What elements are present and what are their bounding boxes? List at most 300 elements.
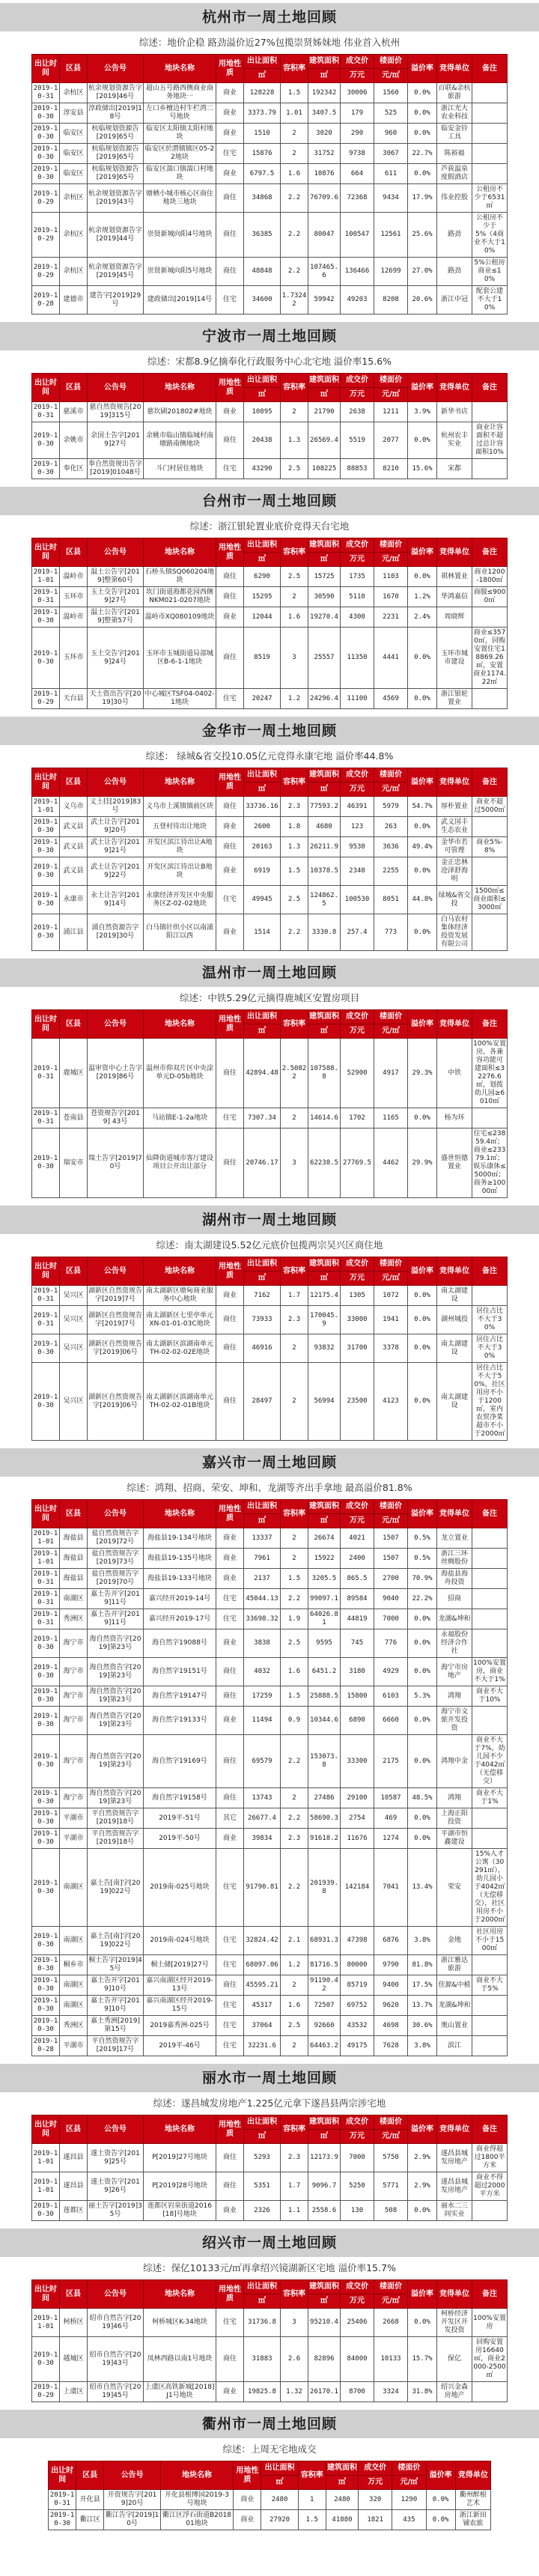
header-winner: 竞得单位 — [437, 374, 472, 402]
table-cell: 3 — [281, 1128, 308, 1198]
table-body — [32, 1286, 508, 1441]
table-cell: 2754 — [341, 1808, 374, 1829]
table-cell — [472, 1609, 508, 1629]
table-cell: 2019-10-30 — [32, 857, 60, 886]
header-district: 区县 — [60, 2280, 88, 2309]
table-cell: 绍市自然告字[2019]45号 — [88, 2382, 144, 2402]
table-cell: 商业计容面积不超过总计容面积10% — [472, 422, 508, 459]
table-cell: 124862.5 — [308, 886, 341, 914]
table-cell: 2.5 — [281, 459, 308, 479]
table-cell: 2.2 — [281, 184, 308, 213]
header-far: 容积率 — [281, 538, 308, 567]
table-header-row — [32, 768, 508, 783]
table-cell: 上虞区 — [60, 2382, 88, 2402]
header-district: 区县 — [76, 2461, 104, 2490]
table-cell: 义土挂[2019]83号 — [88, 797, 144, 817]
table-cell: 2340 — [341, 857, 374, 886]
table-cell: 商住 — [216, 422, 244, 459]
table-cell: 1.3 — [281, 837, 308, 857]
table-cell: 莲都区岩泉街道2016[18]号地块 — [144, 2201, 216, 2221]
table-cell: P[2019]27号地块 — [144, 2144, 216, 2172]
table-cell: 公租房不少于5%（4商业不大于10% — [472, 213, 508, 258]
section-summary: 综述：南太湖建设5.52亿元底价包揽两宗吴兴区商住地 — [156, 1239, 383, 1251]
table-cell: 0.0% — [408, 1735, 437, 1788]
table-cell: 2019-10-30 — [32, 1128, 60, 1198]
table-cell: 0.0% — [408, 1829, 437, 1849]
header-area: 出让面积 — [244, 374, 281, 388]
table-cell: 2.9% — [408, 2144, 437, 2172]
table-cell: 海自然字19133号 — [144, 1707, 216, 1735]
table-cell: 海宁市 — [60, 1658, 88, 1686]
table-cell: 1510 — [244, 124, 281, 144]
table-cell: 新华书店 — [437, 402, 472, 422]
land-table — [31, 768, 508, 951]
table-cell: 10344.6 — [308, 1707, 341, 1735]
table-cell: 2 — [281, 402, 308, 422]
table-cell: 81716.5 — [308, 1955, 341, 1975]
table-cell: 商业 — [216, 1629, 244, 1658]
table-cell: 3067 — [374, 144, 408, 164]
header-area: 出让面积 — [244, 538, 281, 553]
table-cell: 嘉土告开字[2019]10号 — [88, 1996, 144, 2016]
table-cell: 3330.8 — [308, 914, 341, 951]
table-cell: 2019-10-30 — [32, 2337, 60, 2382]
table-row — [32, 1549, 508, 1569]
table-cell: 2400 — [341, 1549, 374, 1569]
table-cell: 盛世恒德置业 — [437, 1128, 472, 1198]
table-cell: 商住 — [216, 2337, 244, 2382]
table-cell: 15.7% — [408, 2337, 437, 2382]
table-cell: 2019-10-30 — [32, 1996, 60, 2016]
table-cell: 路劲 — [437, 213, 472, 258]
table-cell: 27769.5 — [341, 1128, 374, 1198]
table-row — [32, 402, 508, 422]
header-build-area: 建筑面积 — [308, 2115, 341, 2130]
table-cell: 2019-11-01 — [32, 567, 60, 587]
table-cell — [472, 124, 508, 144]
table-cell: 4032 — [244, 1658, 281, 1686]
header-parcel: 地块名称 — [144, 1010, 216, 1039]
table-cell: 丽水二三间实业 — [437, 2201, 472, 2221]
table-cell: 2019南-024号地块 — [144, 1927, 216, 1955]
table-cell: 商住 — [216, 213, 244, 258]
table-cell: 5351 — [244, 2172, 281, 2201]
table-cell: 19270.4 — [308, 607, 341, 628]
table-cell: 43290 — [244, 459, 281, 479]
table-cell — [472, 2016, 508, 2036]
table-cell: 2019-10-31 — [32, 587, 60, 607]
table-cell: 201939.8 — [308, 1849, 341, 1927]
table-cell: 盐自然资规告字[2019]72号 — [88, 1528, 144, 1549]
table-cell — [472, 1569, 508, 1589]
table-cell: 13.7% — [408, 1996, 437, 2016]
land-table — [48, 2461, 491, 2530]
table-cell: 商住 — [216, 258, 244, 286]
header-premium: 溢价率 — [408, 374, 437, 402]
unit-build-area: ㎡ — [308, 69, 341, 83]
table-cell: 2019南-025号地块 — [144, 1849, 216, 1927]
table-cell: 龙湖&坤和 — [437, 1609, 472, 1629]
table-cell: 1.5 — [281, 1569, 308, 1589]
table-cell: 平自然资规告字[2019]18号 — [88, 1808, 144, 1829]
table-cell: 1.6 — [281, 607, 308, 628]
table-cell: 130 — [341, 2201, 374, 2221]
table-cell: 2326 — [244, 2201, 281, 2221]
table-cell: 93832 — [308, 1334, 341, 1363]
table-cell: 金正忠林沧泽舒海明 — [437, 857, 472, 886]
table-row — [32, 184, 508, 213]
table-cell — [472, 817, 508, 837]
table-cell: 2019-10-30 — [32, 1735, 60, 1788]
table-cell: 吴兴区 — [60, 1286, 88, 1306]
table-cell: 4569 — [374, 689, 408, 709]
table-cell: 80047 — [308, 213, 341, 258]
table-cell: 武义县 — [60, 817, 88, 837]
table-cell: 0.0% — [408, 689, 437, 709]
table-cell: 2019-10-30 — [32, 837, 60, 857]
table-row — [32, 857, 508, 886]
land-table — [31, 2115, 508, 2221]
table-cell: 住宅 — [216, 459, 244, 479]
table-cell: 17259 — [244, 1686, 281, 1707]
table-cell: 1072 — [374, 1286, 408, 1306]
table-cell — [472, 2201, 508, 2221]
unit-area: ㎡ — [244, 1024, 281, 1039]
table-cell: 26674 — [308, 1528, 341, 1549]
table-cell: 70.9% — [408, 1569, 437, 1589]
header-build-area: 建筑面积 — [308, 1500, 341, 1514]
table-cell: 厚朴置业 — [437, 797, 472, 817]
table-cell: 107588.8 — [308, 1039, 341, 1108]
table-cell: 33300 — [341, 1735, 374, 1788]
header-floor-price: 楼面价 — [374, 1010, 408, 1024]
table-cell: 玉土交告字[2019]27号 — [88, 587, 144, 607]
table-cell: 6919 — [244, 857, 281, 886]
table-cell: 商住 — [216, 1306, 244, 1334]
table-row — [32, 83, 508, 103]
table-cell: 22.2% — [408, 1589, 437, 1609]
header-notice: 公告号 — [88, 2280, 144, 2309]
header-time: 出让时间 — [32, 538, 60, 567]
table-cell: 南太湖建设 — [437, 1363, 472, 1441]
header-area: 出让面积 — [244, 1257, 281, 1272]
table-cell: 百联&余杭旅游 — [437, 83, 472, 103]
table-cell: 杭余规划资源告字[2019]46号 — [88, 83, 144, 103]
table-cell: 46916 — [244, 1334, 281, 1363]
table-cell: 1500㎡≤商业面积≤3000㎡ — [472, 886, 508, 914]
table-cell: 5293 — [244, 2144, 281, 2172]
table-row — [32, 1528, 508, 1549]
header-winner: 竞得单位 — [437, 538, 472, 567]
table-cell: 3.9% — [408, 402, 437, 422]
table-cell: 住宅 — [216, 1996, 244, 2016]
unit-price: 万元 — [341, 388, 374, 402]
table-header-row — [32, 538, 508, 553]
table-cell: 23500 — [341, 1363, 374, 1441]
table-cell: 住宅 — [216, 286, 244, 315]
table-cell: 0.0% — [408, 83, 437, 103]
table-cell: 2019-10-30 — [32, 1829, 60, 1849]
header-parcel: 地块名称 — [144, 1500, 216, 1528]
table-cell: 湖新区自然资规告字[2019]06号 — [88, 1334, 144, 1363]
table-row — [32, 1996, 508, 2016]
header-district: 区县 — [60, 55, 88, 83]
unit-build-area: ㎡ — [308, 388, 341, 402]
table-cell: 商住 — [216, 628, 244, 689]
table-cell: 1.8 — [281, 817, 308, 837]
table-cell: 2700 — [374, 1569, 408, 1589]
table-cell: 0.0% — [408, 1808, 437, 1829]
unit-area: ㎡ — [244, 783, 281, 797]
header-district: 区县 — [60, 1010, 88, 1039]
table-cell: 临安区 — [60, 144, 88, 164]
table-cell: 3205.5 — [308, 1569, 341, 1589]
table-cell: 15.6% — [408, 459, 437, 479]
table-cell: 浙江光大农业科技 — [437, 103, 472, 124]
table-cell: 南太湖新区滨湖南单元TH-02-02-01B地块 — [144, 1363, 216, 1441]
table-cell: 4929 — [374, 1658, 408, 1686]
table-cell: 6660 — [374, 1707, 408, 1735]
table-cell: 永土让告字[2019]14号 — [88, 886, 144, 914]
table-cell: 0.0% — [408, 124, 437, 144]
table-cell: 商业 — [216, 914, 244, 951]
table-cell: 26677.4 — [244, 1808, 281, 1829]
table-cell: 72507 — [308, 1996, 341, 2016]
table-cell: 苍南县 — [60, 1108, 88, 1128]
header-build-area: 建筑面积 — [308, 374, 341, 388]
table-cell: 商业 — [216, 1549, 244, 1569]
table-row — [32, 1707, 508, 1735]
header-area: 出让面积 — [244, 1500, 281, 1514]
table-cell: 海盐县19-133号地块 — [144, 1569, 216, 1589]
table-cell: 湖新区自然资规告字[2019]06号 — [88, 1363, 144, 1441]
table-cell: 建告字[2019]29号 — [88, 286, 144, 315]
table-cell: 南太湖新区塘甸商业服务中心地块 — [144, 1286, 216, 1306]
table-cell: 嘉土秀洲[2019]第15号 — [88, 2016, 144, 2036]
table-cell: 0.0% — [408, 1286, 437, 1306]
table-cell: 2 — [281, 1549, 308, 1569]
table-cell: 20247 — [244, 689, 281, 709]
table-cell: 14614.6 — [308, 1108, 341, 1128]
header-price: 成交价 — [341, 538, 374, 553]
table-cell: 49945 — [244, 886, 281, 914]
table-cell: 2175 — [374, 1735, 408, 1788]
table-cell: 嘉兴经开2019-14号 — [144, 1589, 216, 1609]
table-cell: 永康经济开发区中央服务区Z-02-02地块 — [144, 886, 216, 914]
table-cell: 2.3 — [281, 1306, 308, 1334]
table-cell: 5519 — [341, 422, 374, 459]
header-winner: 竞得单位 — [437, 768, 472, 797]
table-cell: 2019-10-30 — [32, 607, 60, 628]
table-cell: 陈裕福 — [437, 144, 472, 164]
table-cell: 2019-10-29 — [32, 184, 60, 213]
header-note: 备注 — [472, 768, 508, 797]
table-cell: 商业 — [216, 1829, 244, 1849]
table-cell: 余姚市 — [60, 422, 88, 459]
table-cell: 浦江县 — [60, 914, 88, 951]
table-cell: 鸿翔中金 — [437, 1735, 472, 1788]
table-cell: 南湖区 — [60, 1927, 88, 1955]
table-cell: 柯桥经济开发区开发投资 — [437, 2309, 472, 2337]
table-cell: 10378.5 — [308, 857, 341, 886]
table-cell: 77593.2 — [308, 797, 341, 817]
table-cell: 25.6% — [408, 213, 437, 258]
table-cell: 奉化区 — [60, 459, 88, 479]
table-cell: 4441 — [374, 628, 408, 689]
table-cell: 1.2 — [281, 689, 308, 709]
header-district: 区县 — [60, 374, 88, 402]
table-cell: 2.9% — [408, 2172, 437, 2201]
table-cell: 48848 — [244, 258, 281, 286]
table-cell: 南湖区 — [60, 1849, 88, 1927]
table-row — [32, 837, 508, 857]
table-cell: 33736.16 — [244, 797, 281, 817]
table-cell: 1.5 — [281, 1686, 308, 1707]
table-cell: 嘉兴经开2019-17号 — [144, 1609, 216, 1629]
table-cell: 瑞土告字[2019]70号 — [88, 1128, 144, 1198]
table-cell: 44.8% — [408, 886, 437, 914]
table-row — [32, 2144, 508, 2172]
header-parcel: 地块名称 — [160, 2461, 233, 2490]
header-area: 出让面积 — [244, 768, 281, 783]
section-title: 嘉兴市一周土地回顾 — [0, 1448, 539, 1477]
table-row — [32, 1975, 508, 1996]
header-parcel: 地块名称 — [144, 1257, 216, 1286]
table-cell: 107465.6 — [308, 258, 341, 286]
table-cell: 开化县根博园2019-3号地块 — [160, 2490, 233, 2510]
section-summary: 综述：浙江银轮置业底价竞得天台宅地 — [189, 520, 350, 532]
table-cell: 2019-10-31 — [32, 83, 60, 103]
table-cell: 临安区湍口镇湍口村地块 — [144, 164, 216, 184]
table-cell: 21790 — [308, 402, 341, 422]
table-cell: 34600 — [244, 286, 281, 315]
table-cell: 20.6% — [408, 286, 437, 315]
table-cell: 81.8% — [408, 1955, 437, 1975]
table-cell: 128228 — [244, 83, 281, 103]
table-cell: 2019-10-30 — [32, 628, 60, 689]
table-cell: 1305 — [341, 1286, 374, 1306]
header-price: 成交价 — [359, 2461, 392, 2476]
header-note: 备注 — [472, 1500, 508, 1528]
table-cell: 左口乡檀边村牛栏湾二号地块 — [144, 103, 216, 124]
city-section — [0, 322, 539, 479]
header-area: 出让面积 — [244, 2115, 281, 2130]
table-cell: 海自然字19169号 — [144, 1735, 216, 1788]
unit-area: ㎡ — [244, 388, 281, 402]
table-cell: 南太湖建设 — [437, 1334, 472, 1363]
table-cell: 浙江新田铺农旅 — [455, 2510, 490, 2530]
header-build-area: 建筑面积 — [308, 538, 341, 553]
table-cell: 2077 — [374, 422, 408, 459]
table-cell: 杭临规划资源告[2019]65号 — [88, 164, 144, 184]
unit-price: 万元 — [341, 553, 374, 567]
table-cell: 海自然字19158号 — [144, 1788, 216, 1808]
table-cell: 64026.81 — [308, 1609, 341, 1629]
table-cell: 0.0% — [408, 1707, 437, 1735]
table-cell: 29100 — [341, 1788, 374, 1808]
table-cell: 海宁市 — [60, 1788, 88, 1808]
table-body — [32, 567, 508, 709]
table-cell: 1507 — [374, 1528, 408, 1549]
land-table — [31, 1009, 508, 1198]
header-winner: 竞得单位 — [455, 2461, 490, 2490]
table-cell: 1507 — [374, 1549, 408, 1569]
table-cell: 住宅 — [216, 1108, 244, 1128]
table-cell: 2 — [281, 2036, 308, 2056]
table-cell: 荣安 — [437, 1849, 472, 1927]
table-cell — [472, 1549, 508, 1569]
table-cell: 153073.8 — [308, 1735, 341, 1788]
table-cell: 1.7 — [281, 2172, 308, 2201]
table-cell: 7307.34 — [244, 1108, 281, 1128]
table-cell: 0.0% — [408, 1658, 437, 1686]
table-cell: 3838 — [244, 1629, 281, 1658]
table-cell: 遂昌县 — [60, 2144, 88, 2172]
table-cell: 2.5 — [281, 2016, 308, 2036]
table-row — [32, 607, 508, 628]
table-cell: 盐自然资规告字[2019]73号 — [88, 1549, 144, 1569]
table-cell: 2019-10-28 — [32, 286, 60, 315]
table-cell: 临安金铃工具 — [437, 124, 472, 144]
header-far: 容积率 — [281, 374, 308, 402]
table-cell: 6890 — [341, 1707, 374, 1735]
table-row — [32, 1808, 508, 1829]
table-row — [32, 1829, 508, 1849]
table-cell: 商业 — [216, 1707, 244, 1735]
table-cell: 2019-10-31 — [32, 1589, 60, 1609]
table-cell: 2.3 — [281, 797, 308, 817]
table-cell: 11494 — [244, 1707, 281, 1735]
table-cell: 回购安置房16640㎡，商业2000-2500㎡ — [472, 2337, 508, 2382]
table-cell: 7000 — [341, 2144, 374, 2172]
table-cell: 杨为环 — [437, 1108, 472, 1128]
table-cell: 11100 — [341, 689, 374, 709]
table-cell: 武义国丰生态农业 — [437, 817, 472, 837]
table-cell: 1670 — [374, 587, 408, 607]
table-cell — [472, 2382, 508, 2402]
table-cell: 15922 — [308, 1549, 341, 1569]
table-cell: 2.3 — [281, 2144, 308, 2172]
table-cell: 0.0% — [408, 103, 437, 124]
table-cell: 海盐县19-134号地块 — [144, 1528, 216, 1549]
table-row — [32, 1363, 508, 1441]
table-cell: 武土让告字[2019]22号 — [88, 857, 144, 886]
table-cell: 海宁市文旅开发投资 — [437, 1707, 472, 1735]
table-row — [32, 1849, 508, 1927]
table-cell: 余杭区 — [60, 258, 88, 286]
table-cell: 31736.8 — [244, 2309, 281, 2337]
table-cell: 龙立置业 — [437, 1528, 472, 1549]
table-cell: 商业 — [216, 124, 244, 144]
table-cell: 776 — [374, 1629, 408, 1658]
table-cell: 36385 — [244, 213, 281, 258]
table-cell: 商业 — [216, 164, 244, 184]
table-cell: 320 — [359, 2490, 392, 2510]
table-cell: 2019-10-30 — [32, 2016, 60, 2036]
table-cell: 1.6 — [281, 1658, 308, 1686]
table-cell: 4680 — [308, 817, 341, 837]
table-cell: 海自然字19088号 — [144, 1629, 216, 1658]
table-cell: 0.0% — [408, 857, 437, 886]
table-row — [32, 103, 508, 124]
table-cell: 960 — [374, 124, 408, 144]
table-cell: 290 — [341, 124, 374, 144]
table-cell: 住宅 — [216, 144, 244, 164]
table-cell: 1.5 — [298, 2510, 326, 2530]
table-cell: 27920 — [261, 2510, 298, 2530]
unit-floor-price: 元/㎡ — [374, 388, 408, 402]
table-cell: 0.5% — [408, 1528, 437, 1549]
